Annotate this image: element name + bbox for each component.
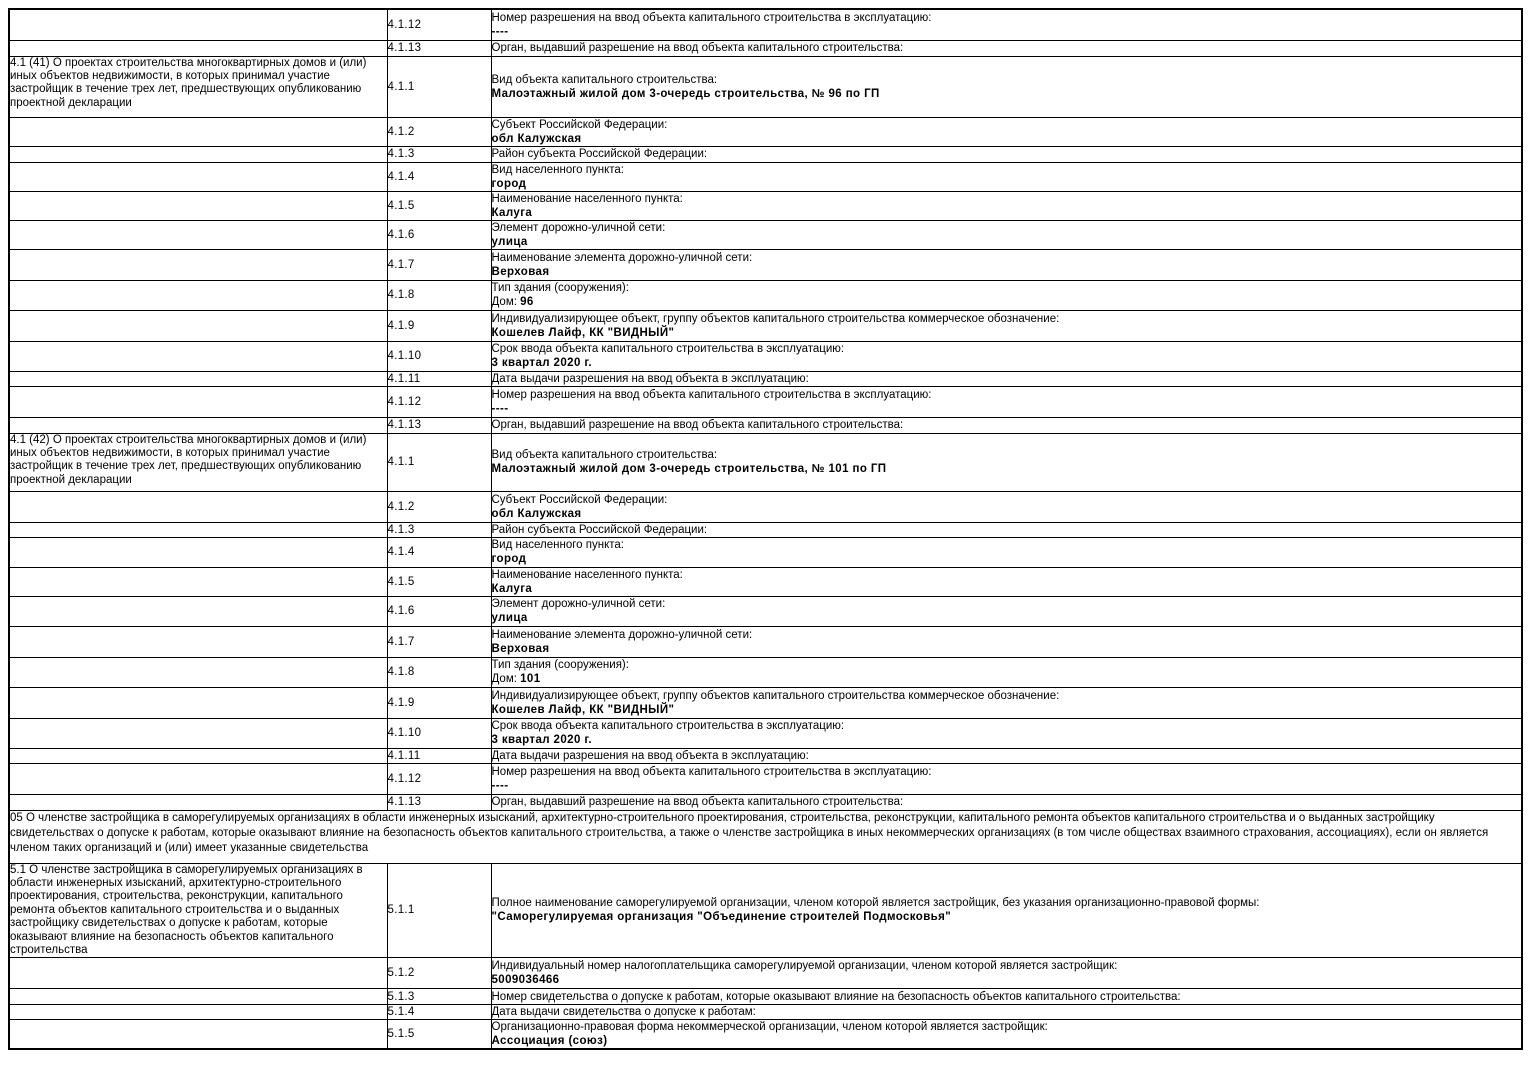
field-value: Малоэтажный жилой дом 3-очередь строительства, № 101 по ГП — [491, 463, 887, 475]
section-description-empty — [9, 1005, 387, 1020]
section-description-empty — [9, 763, 387, 794]
item-number: 4.1.1 — [387, 433, 491, 491]
field-label: Индивидуализирующее объект, группу объектов капитального строительства коммерческое обозначение: — [491, 312, 1060, 325]
table-row — [9, 280, 1522, 310]
table-row — [9, 433, 1522, 491]
section-description-empty — [9, 9, 387, 40]
field-value — [492, 295, 1522, 309]
item-number: 4.1.2 — [387, 491, 491, 522]
field-cell — [491, 1005, 1522, 1020]
table-row — [9, 249, 1522, 280]
field-cell — [491, 596, 1522, 626]
section-description-empty — [9, 117, 387, 146]
item-number: 4.1.4 — [387, 537, 491, 567]
section-description-empty — [9, 280, 387, 310]
item-number: 4.1.12 — [387, 386, 491, 417]
field-label: Вид объекта капитального строительства: — [491, 73, 718, 86]
table-row — [9, 567, 1522, 596]
section-description-empty — [9, 596, 387, 626]
field-cell — [491, 958, 1522, 989]
field-label: Полное наименование саморегулируемой организации, членом которой является застройщик, без указания организационно-правовой формы: — [491, 897, 1260, 910]
field-cell — [491, 794, 1522, 810]
field-cell — [491, 371, 1522, 386]
field-value: Ассоциация (союз) — [491, 1035, 608, 1048]
field-label: Орган, выдавший разрешение на ввод объекта капитального строительства: — [491, 419, 904, 431]
table-row — [9, 810, 1522, 863]
field-cell — [491, 863, 1522, 958]
field-value-prefix: Дом: — [491, 296, 521, 308]
field-label: Номер разрешения на ввод объекта капитального строительства в эксплуатацию: — [491, 388, 932, 401]
field-cell — [491, 522, 1522, 537]
field-value: Кошелев Лайф, КК "ВИДНЫЙ" — [491, 703, 675, 716]
item-number: 4.1.4 — [387, 162, 491, 191]
field-cell — [491, 191, 1522, 220]
item-number: 5.1.1 — [387, 863, 491, 958]
item-number: 4.1.7 — [387, 249, 491, 280]
field-label: Элемент дорожно-уличной сети: — [491, 221, 666, 234]
item-number: 4.1.11 — [387, 748, 491, 763]
table-row — [9, 794, 1522, 810]
item-number: 4.1.8 — [387, 280, 491, 310]
item-number: 4.1.13 — [387, 794, 491, 810]
field-value: "Саморегулируемая организация "Объединение строителей Подмосковья" — [491, 911, 952, 924]
field-value-main: 101 — [520, 673, 541, 685]
field-cell — [491, 718, 1522, 748]
field-cell — [491, 417, 1522, 433]
item-number: 4.1.12 — [387, 9, 491, 40]
field-value: город — [491, 177, 527, 190]
field-cell — [491, 763, 1522, 794]
field-cell — [491, 117, 1522, 146]
project-declaration-table — [8, 8, 1523, 1050]
field-cell — [491, 1020, 1522, 1050]
item-number: 4.1.7 — [387, 626, 491, 657]
item-number: 4.1.10 — [387, 341, 491, 371]
section-description-empty — [9, 1020, 387, 1050]
section-description: 4.1 (42) О проектах строительства многоквартирных домов и (или) иных объектов недвижимости, в которых принимал участие застройщик в течение трех лет, предшествующих опубликованию проектной декларации — [9, 433, 387, 491]
field-cell — [491, 989, 1522, 1005]
field-label: Индивидуализирующее объект, группу объектов капитального строительства коммерческое обозначение: — [491, 689, 1060, 702]
declaration-table-body — [9, 9, 1522, 1049]
section-description-empty — [9, 537, 387, 567]
field-label: Вид населенного пункта: — [491, 163, 624, 176]
table-row — [9, 417, 1522, 433]
field-value: 5009036466 — [491, 974, 560, 987]
table-row — [9, 146, 1522, 162]
item-number: 4.1.6 — [387, 596, 491, 626]
table-row — [9, 371, 1522, 386]
field-cell — [491, 310, 1522, 341]
field-value-prefix: Дом: — [491, 673, 521, 685]
table-row — [9, 40, 1522, 56]
field-value: город — [491, 553, 527, 565]
field-label: Тип здания (сооружения): — [491, 282, 629, 294]
field-label: Индивидуальный номер налогоплательщика саморегулируемой организации, членом которой является застройщик: — [491, 960, 1118, 973]
field-value: Малоэтажный жилой дом 3-очередь строительства, № 96 по ГП — [491, 87, 880, 100]
field-cell — [491, 220, 1522, 249]
section-description-empty — [9, 249, 387, 280]
field-value: ---- — [491, 25, 509, 38]
item-number: 5.1.3 — [387, 989, 491, 1005]
item-number: 5.1.5 — [387, 1020, 491, 1050]
section-description-empty — [9, 491, 387, 522]
table-row — [9, 310, 1522, 341]
field-cell — [491, 567, 1522, 596]
section-description-empty — [9, 989, 387, 1005]
section-description: 5.1 О членстве застройщика в саморегулируемых организациях в области инженерных изысканий, архитектурно-строительного проектирования, строительства, реконструкции, капитального ремонта объектов капитального строительства и о выданных застройщику свидетельствах о допуске к работам, которые оказывают влияние на безопасность объектов капитального строительства — [9, 863, 387, 958]
field-cell — [491, 748, 1522, 763]
section-description-empty — [9, 718, 387, 748]
field-cell — [491, 433, 1522, 491]
item-number: 4.1.11 — [387, 371, 491, 386]
field-value: Верховая — [491, 265, 550, 278]
table-row — [9, 341, 1522, 371]
field-label: Дата выдачи разрешения на ввод объекта в эксплуатацию: — [491, 749, 809, 762]
field-value: 3 квартал 2020 г. — [491, 734, 592, 746]
section-description-empty — [9, 40, 387, 56]
item-number: 5.1.2 — [387, 958, 491, 989]
item-number: 4.1.9 — [387, 687, 491, 718]
item-number: 4.1.5 — [387, 567, 491, 596]
item-number: 4.1.5 — [387, 191, 491, 220]
field-label: Субъект Российской Федерации: — [491, 118, 668, 131]
table-row — [9, 718, 1522, 748]
field-label: Дата выдачи свидетельства о допуске к работам: — [491, 1006, 756, 1019]
section-description-empty — [9, 310, 387, 341]
table-row — [9, 626, 1522, 657]
table-row — [9, 537, 1522, 567]
field-label: Номер свидетельства о допуске к работам, которые оказывают влияние на безопасность объектов капитального строительства: — [491, 990, 1181, 1003]
field-value: ---- — [491, 779, 509, 792]
table-row — [9, 117, 1522, 146]
section-description-empty — [9, 386, 387, 417]
field-label: Район субъекта Российской Федерации: — [491, 523, 708, 536]
field-label: Орган, выдавший разрешение на ввод объекта капитального строительства: — [491, 42, 904, 54]
field-cell — [491, 626, 1522, 657]
table-row — [9, 1020, 1522, 1050]
field-cell — [491, 56, 1522, 117]
table-row — [9, 1005, 1522, 1020]
table-row — [9, 763, 1522, 794]
item-number: 4.1.3 — [387, 146, 491, 162]
section-description: 4.1 (41) О проектах строительства многоквартирных домов и (или) иных объектов недвижимости, в которых принимал участие застройщик в течение трех лет, предшествующих опубликованию проектной декларации — [9, 56, 387, 117]
field-cell — [491, 9, 1522, 40]
field-value: обл Калужская — [491, 132, 582, 145]
field-value: Калуга — [491, 582, 533, 595]
table-row — [9, 386, 1522, 417]
field-label: Срок ввода объекта капитального строительства в эксплуатацию: — [491, 720, 845, 732]
table-row — [9, 491, 1522, 522]
field-label: Наименование элемента дорожно-уличной сети: — [491, 628, 753, 641]
item-number: 5.1.4 — [387, 1005, 491, 1020]
field-label: Элемент дорожно-уличной сети: — [491, 598, 666, 610]
table-row — [9, 863, 1522, 958]
section-description-empty — [9, 371, 387, 386]
table-row — [9, 989, 1522, 1005]
field-cell — [491, 537, 1522, 567]
field-cell — [491, 280, 1522, 310]
table-row — [9, 522, 1522, 537]
field-label: Орган, выдавший разрешение на ввод объекта капитального строительства: — [491, 796, 904, 808]
section-description-empty — [9, 687, 387, 718]
field-label: Тип здания (сооружения): — [491, 659, 629, 671]
field-value: ---- — [491, 402, 509, 415]
field-cell — [491, 386, 1522, 417]
section-description-empty — [9, 146, 387, 162]
table-row — [9, 657, 1522, 687]
field-value: Калуга — [491, 206, 533, 219]
item-number: 4.1.13 — [387, 40, 491, 56]
item-number: 4.1.10 — [387, 718, 491, 748]
section-description-empty — [9, 794, 387, 810]
table-row — [9, 162, 1522, 191]
field-value: Кошелев Лайф, КК "ВИДНЫЙ" — [491, 326, 675, 339]
field-label: Наименование элемента дорожно-уличной сети: — [491, 251, 753, 264]
field-label: Наименование населенного пункта: — [491, 568, 683, 581]
field-cell — [491, 491, 1522, 522]
field-label: Номер разрешения на ввод объекта капитального строительства в эксплуатацию: — [491, 11, 932, 24]
item-number: 4.1.6 — [387, 220, 491, 249]
section-description-empty — [9, 657, 387, 687]
field-label: Вид населенного пункта: — [491, 539, 624, 551]
table-row — [9, 56, 1522, 117]
section-description-empty — [9, 162, 387, 191]
field-label: Район субъекта Российской Федерации: — [491, 148, 708, 160]
field-cell — [491, 162, 1522, 191]
field-value: обл Калужская — [491, 507, 582, 520]
item-number: 4.1.8 — [387, 657, 491, 687]
section-description-empty — [9, 958, 387, 989]
table-row — [9, 220, 1522, 249]
field-value — [492, 672, 1522, 686]
field-label: Вид объекта капитального строительства: — [491, 449, 718, 461]
section-description-empty — [9, 748, 387, 763]
field-label: Номер разрешения на ввод объекта капитального строительства в эксплуатацию: — [491, 765, 932, 778]
field-value: улица — [491, 235, 528, 248]
item-number: 4.1.9 — [387, 310, 491, 341]
table-row — [9, 9, 1522, 40]
field-value: улица — [491, 612, 528, 624]
field-cell — [491, 341, 1522, 371]
section-description-empty — [9, 626, 387, 657]
item-number: 4.1.12 — [387, 763, 491, 794]
section-description-empty — [9, 191, 387, 220]
field-cell — [491, 40, 1522, 56]
item-number: 4.1.13 — [387, 417, 491, 433]
field-label: Субъект Российской Федерации: — [491, 493, 668, 506]
field-cell — [491, 146, 1522, 162]
field-label: Организационно-правовая форма некоммерческой организации, членом которой является застройщик: — [491, 1021, 1048, 1034]
table-row — [9, 687, 1522, 718]
section-banner: 05 О членстве застройщика в саморегулируемых организациях в области инженерных изысканий, архитектурно-строительного проектирования, строительства, реконструкции, капитального ремонта объектов капитального строительства и о выданных застройщику свидетельствах о допуске к работам, которые оказывают влияние на безопасность объектов капитального строительства, а также о членстве застройщика в иных некоммерческих организациях (в том числе обществах взаимного страхования, ассоциациях), если он является членом таких организаций и (или) имеет указанные свидетельства — [9, 810, 1522, 863]
section-description-empty — [9, 220, 387, 249]
field-value: Верховая — [491, 642, 550, 655]
item-number: 4.1.3 — [387, 522, 491, 537]
field-label: Дата выдачи разрешения на ввод объекта в эксплуатацию: — [491, 372, 809, 385]
table-row — [9, 958, 1522, 989]
section-description-empty — [9, 567, 387, 596]
item-number: 4.1.2 — [387, 117, 491, 146]
field-value: 3 квартал 2020 г. — [491, 357, 592, 369]
field-label: Срок ввода объекта капитального строительства в эксплуатацию: — [491, 343, 845, 355]
item-number: 4.1.1 — [387, 56, 491, 117]
field-value-main: 96 — [520, 296, 534, 308]
table-row — [9, 191, 1522, 220]
field-label: Наименование населенного пункта: — [491, 192, 683, 205]
section-description-empty — [9, 417, 387, 433]
field-cell — [491, 249, 1522, 280]
section-description-empty — [9, 341, 387, 371]
field-cell — [491, 687, 1522, 718]
table-row — [9, 596, 1522, 626]
table-row — [9, 748, 1522, 763]
field-cell — [491, 657, 1522, 687]
section-description-empty — [9, 522, 387, 537]
